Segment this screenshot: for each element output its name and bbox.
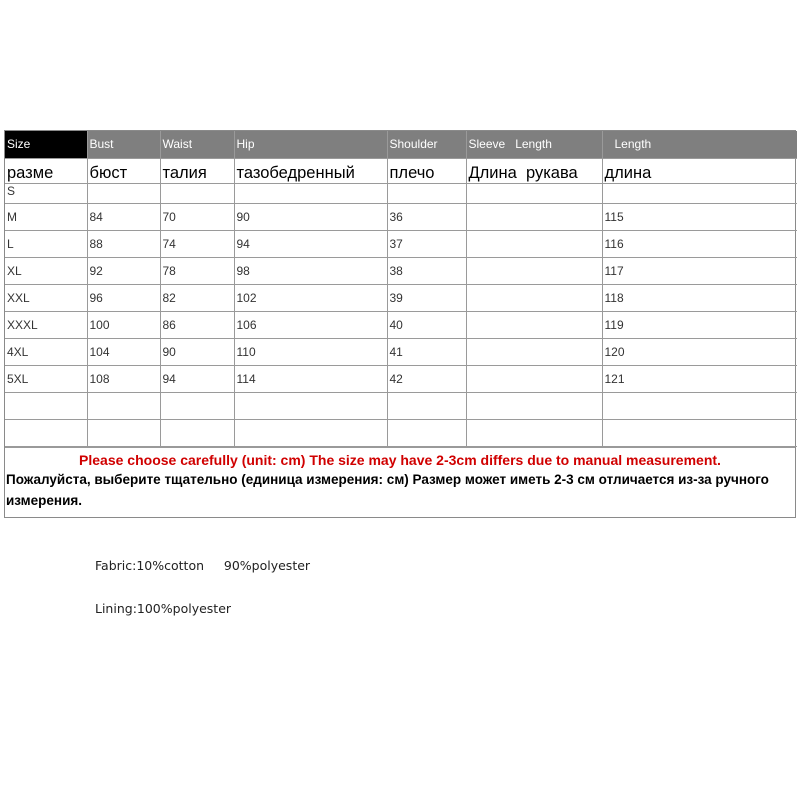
cell-bust — [87, 419, 160, 446]
cell-size — [5, 392, 87, 419]
cell-sleeve-length — [466, 230, 602, 257]
cell-hip: 106 — [234, 311, 387, 338]
cell-bust: 96 — [87, 284, 160, 311]
cell-shoulder: 40 — [387, 311, 466, 338]
cell-shoulder: 42 — [387, 365, 466, 392]
cell-length — [602, 419, 797, 446]
cell-shoulder — [387, 183, 466, 203]
fabric-info: Fabric:10%cotton 90%polyester — [95, 558, 311, 573]
table-row — [5, 365, 797, 392]
cell-hip: 110 — [234, 338, 387, 365]
cell-size: XXXL — [5, 311, 87, 338]
cell-waist: 90 — [160, 338, 234, 365]
header-shoulder: Shoulder — [387, 131, 466, 158]
cell-sleeve-length — [466, 392, 602, 419]
cell-sleeve-length — [466, 311, 602, 338]
cell-waist: 86 — [160, 311, 234, 338]
cell-length: 117 — [602, 257, 797, 284]
note-en: Please choose carefully (unit: cm) The size may have 2-3cm differs due to manual measurement. — [79, 451, 721, 468]
table-row — [5, 230, 797, 257]
cell-hip — [234, 419, 387, 446]
cell-waist: 74 — [160, 230, 234, 257]
cell-length: 116 — [602, 230, 797, 257]
cell-length — [602, 392, 797, 419]
header-ru-shoulder: плечо — [387, 158, 466, 183]
cell-sleeve-length — [466, 419, 602, 446]
table-row — [5, 338, 797, 365]
cell-size — [5, 419, 87, 446]
header-length: Length — [602, 131, 797, 158]
cell-length — [602, 183, 797, 203]
cell-sleeve-length — [466, 183, 602, 203]
cell-bust: 108 — [87, 365, 160, 392]
cell-bust: 88 — [87, 230, 160, 257]
cell-waist: 82 — [160, 284, 234, 311]
cell-length: 121 — [602, 365, 797, 392]
table-row — [5, 419, 797, 446]
header-row-ru — [5, 158, 797, 183]
header-ru-hip: тазобедренный — [234, 158, 387, 183]
cell-shoulder: 41 — [387, 338, 466, 365]
cell-waist: 94 — [160, 365, 234, 392]
cell-waist — [160, 392, 234, 419]
header-row-en — [5, 131, 797, 158]
lining-info: Lining:100%polyester — [95, 601, 232, 616]
cell-hip: 98 — [234, 257, 387, 284]
cell-length: 115 — [602, 203, 797, 230]
cell-bust: 84 — [87, 203, 160, 230]
header-hip: Hip — [234, 131, 387, 158]
note-ru: Пожалуйста, выберите тщательно (единица измерения: см) Размер может иметь 2-3 см отличается из-за ручного измерения. — [6, 471, 769, 508]
cell-bust: 92 — [87, 257, 160, 284]
cell-waist: 78 — [160, 257, 234, 284]
table-row — [5, 311, 797, 338]
header-bust: Bust — [87, 131, 160, 158]
cell-size: XL — [5, 257, 87, 284]
cell-hip: 90 — [234, 203, 387, 230]
header-sleeve-length: Sleeve Length — [466, 131, 602, 158]
cell-sleeve-length — [466, 257, 602, 284]
table-row — [5, 284, 797, 311]
table-row — [5, 257, 797, 284]
cell-hip: 114 — [234, 365, 387, 392]
cell-size: L — [5, 230, 87, 257]
header-size: Size — [5, 131, 87, 158]
cell-sleeve-length — [466, 338, 602, 365]
header-ru-bust: бюст — [87, 158, 160, 183]
size-chart — [4, 130, 796, 518]
cell-shoulder: 39 — [387, 284, 466, 311]
table-row — [5, 203, 797, 230]
cell-size: XXL — [5, 284, 87, 311]
header-ru-length: длина — [602, 158, 797, 183]
cell-size: S — [5, 183, 87, 203]
cell-size: M — [5, 203, 87, 230]
cell-shoulder: 38 — [387, 257, 466, 284]
cell-hip — [234, 392, 387, 419]
cell-length: 119 — [602, 311, 797, 338]
cell-bust — [87, 183, 160, 203]
cell-shoulder: 36 — [387, 203, 466, 230]
table-row — [5, 392, 797, 419]
cell-bust — [87, 392, 160, 419]
cell-hip: 102 — [234, 284, 387, 311]
cell-sleeve-length — [466, 284, 602, 311]
cell-shoulder — [387, 419, 466, 446]
header-ru-size: разме — [5, 158, 87, 183]
cell-shoulder: 37 — [387, 230, 466, 257]
table-row — [5, 183, 797, 203]
cell-length: 120 — [602, 338, 797, 365]
cell-bust: 104 — [87, 338, 160, 365]
cell-waist: 70 — [160, 203, 234, 230]
cell-hip: 94 — [234, 230, 387, 257]
cell-size: 5XL — [5, 365, 87, 392]
header-ru-sleeve-length: Длина рукава — [466, 158, 602, 183]
cell-shoulder — [387, 392, 466, 419]
header-ru-waist: талия — [160, 158, 234, 183]
cell-waist — [160, 183, 234, 203]
cell-sleeve-length — [466, 203, 602, 230]
cell-size: 4XL — [5, 338, 87, 365]
header-waist: Waist — [160, 131, 234, 158]
notes — [5, 447, 795, 517]
size-table — [5, 131, 797, 447]
cell-sleeve-length — [466, 365, 602, 392]
cell-waist — [160, 419, 234, 446]
cell-length: 118 — [602, 284, 797, 311]
cell-bust: 100 — [87, 311, 160, 338]
cell-hip — [234, 183, 387, 203]
